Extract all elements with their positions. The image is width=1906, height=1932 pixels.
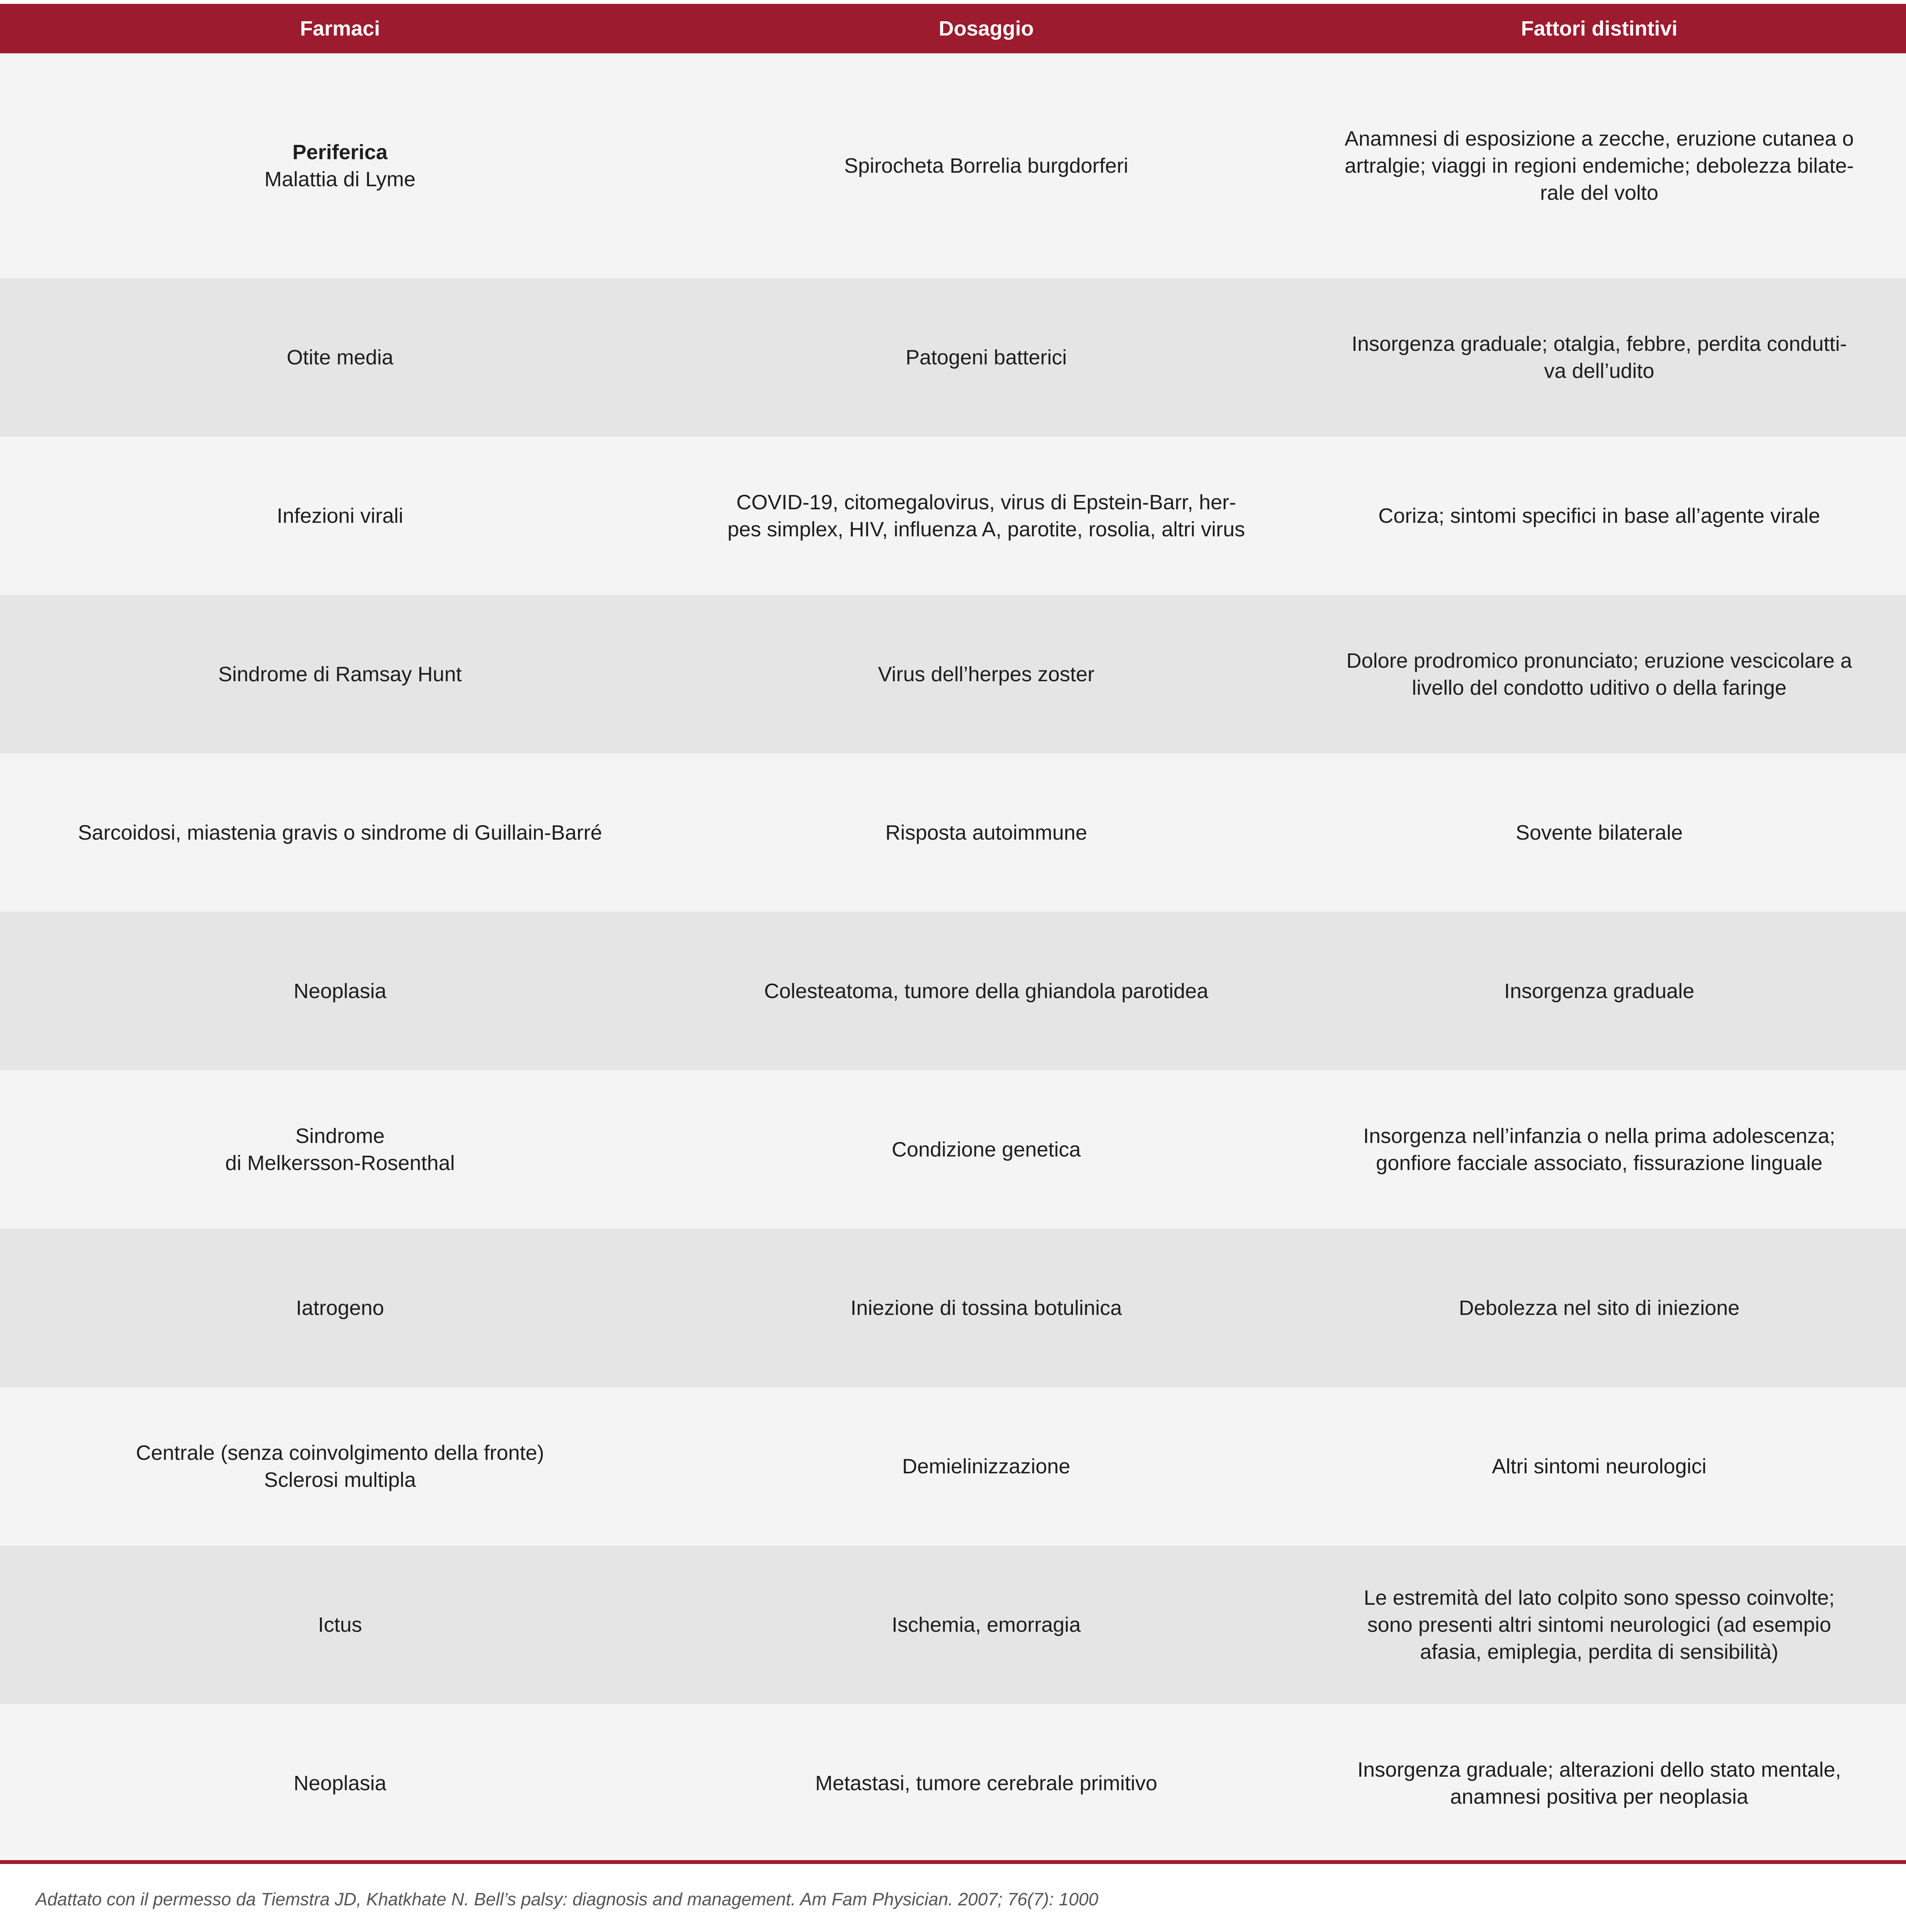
cell-farmaci: Sindrome di Ramsay Hunt — [218, 663, 462, 686]
cell-line: anamnesi positiva per neoplasia — [1450, 1785, 1748, 1808]
cell-fattori — [1292, 1229, 1906, 1387]
table-row — [0, 1546, 1906, 1704]
cell-line: va dell’udito — [1544, 359, 1654, 383]
table-row — [0, 595, 1906, 753]
cell-line: Insorgenza graduale — [1504, 980, 1695, 1003]
cell-farmaci — [0, 53, 680, 278]
cell-farmaci: Otite media — [286, 346, 394, 369]
cell-fattori — [1292, 595, 1906, 753]
cell-farmaci: Neoplasia — [293, 1772, 387, 1795]
table-row — [0, 1387, 1906, 1546]
cell-farmaci: Ictus — [318, 1613, 362, 1636]
table-row — [0, 753, 1906, 912]
cell-dosaggio: Virus dell’herpes zoster — [878, 663, 1095, 686]
cell-line: Insorgenza graduale; alterazioni dello stato mentale, — [1357, 1758, 1841, 1781]
cell-dosaggio: Iniezione di tossina botulinica — [850, 1296, 1122, 1320]
cell-line: Sclerosi multipla — [264, 1468, 416, 1492]
cell-line: Insorgenza graduale; otalgia, febbre, perdita condutti- — [1352, 332, 1847, 355]
table-row — [0, 53, 1906, 278]
cell-dosaggio: Demielinizzazione — [902, 1455, 1071, 1478]
cell-dosaggio: Condizione genetica — [891, 1138, 1081, 1161]
section-label: Periferica — [292, 141, 388, 164]
cell-line: Coriza; sintomi specifici in base all’agente virale — [1378, 504, 1820, 527]
cell-line: COVID-19, citomegalovirus, virus di Epstein-Barr, her- — [736, 491, 1236, 514]
cell-dosaggio: Risposta autoimmune — [885, 821, 1087, 844]
cell-line: di Melkersson-Rosenthal — [225, 1151, 455, 1175]
cell-line: afasia, emiplegia, perdita di sensibilità) — [1420, 1640, 1778, 1663]
cell-farmaci: Infezioni virali — [277, 504, 403, 527]
cell-line: Sindrome — [295, 1124, 385, 1148]
cell-farmaci — [0, 1387, 680, 1546]
cell-fattori — [1292, 437, 1906, 595]
cell-line: Centrale (senza coinvolgimento della fronte) — [136, 1441, 544, 1464]
source-footnote: Adattato con il permesso da Tiemstra JD, Khatkhate N. Bell’s palsy: diagnosis and management. Am Fam Physician. 2007; 76(7): 1000 — [36, 1889, 1098, 1909]
table-row — [0, 912, 1906, 1070]
cell-fattori — [1292, 53, 1906, 278]
cell-line: Insorgenza nell’infanzia o nella prima adolescenza; — [1363, 1124, 1835, 1148]
table-row — [0, 278, 1906, 437]
cell-dosaggio: Spirocheta Borrelia burgdorferi — [844, 154, 1129, 177]
cell-farmaci: Iatrogeno — [296, 1296, 384, 1320]
cell-line: Altri sintomi neurologici — [1492, 1455, 1707, 1478]
cell-farmaci — [0, 1070, 680, 1229]
cell-line: Anamnesi di esposizione a zecche, eruzione cutanea o — [1345, 127, 1854, 150]
cell-fattori — [1292, 753, 1906, 912]
bottom-divider — [0, 1860, 1906, 1864]
cell-line: gonfiore facciale associato, fissurazione linguale — [1376, 1151, 1823, 1175]
cell-text: Malattia di Lyme — [264, 168, 416, 191]
cell-dosaggio: Ischemia, emorragia — [891, 1613, 1081, 1636]
cell-fattori — [1292, 1704, 1906, 1862]
cell-dosaggio: Metastasi, tumore cerebrale primitivo — [815, 1772, 1158, 1795]
cell-line: Debolezza nel sito di iniezione — [1459, 1296, 1740, 1320]
cell-dosaggio: Colesteatoma, tumore della ghiandola parotidea — [764, 980, 1209, 1003]
header-farmaci: Farmaci — [300, 17, 380, 40]
header-fattori-distintivi: Fattori distintivi — [1521, 17, 1678, 40]
header-dosaggio: Dosaggio — [939, 17, 1034, 40]
cell-line: livello del condotto uditivo o della faringe — [1412, 676, 1787, 699]
table-row — [0, 1229, 1906, 1387]
cell-dosaggio — [680, 437, 1292, 595]
cell-fattori — [1292, 1070, 1906, 1229]
table-row — [0, 1070, 1906, 1229]
cell-dosaggio: Patogeni batterici — [905, 346, 1067, 369]
table-row — [0, 1704, 1906, 1862]
cell-fattori — [1292, 278, 1906, 437]
cell-line: sono presenti altri sintomi neurologici (ad esempio — [1367, 1613, 1831, 1636]
table-body — [0, 53, 1906, 1862]
cell-farmaci: Sarcoidosi, miastenia gravis o sindrome di Guillain-Barré — [78, 821, 602, 844]
table-header — [0, 4, 1906, 53]
cell-fattori — [1292, 1546, 1906, 1704]
cell-fattori — [1292, 912, 1906, 1070]
cell-line: Dolore prodromico pronunciato; eruzione vescicolare a — [1346, 649, 1852, 672]
cell-farmaci: Neoplasia — [293, 980, 387, 1003]
table-row — [0, 437, 1906, 595]
cell-line: pes simplex, HIV, influenza A, parotite, rosolia, altri virus — [727, 518, 1245, 541]
cell-line: Le estremità del lato colpito sono spesso coinvolte; — [1364, 1586, 1835, 1609]
cell-line: rale del volto — [1540, 181, 1659, 204]
cell-line: Sovente bilaterale — [1515, 821, 1683, 844]
cell-fattori — [1292, 1387, 1906, 1546]
cell-line: artralgie; viaggi in regioni endemiche; debolezza bilate- — [1345, 154, 1854, 177]
